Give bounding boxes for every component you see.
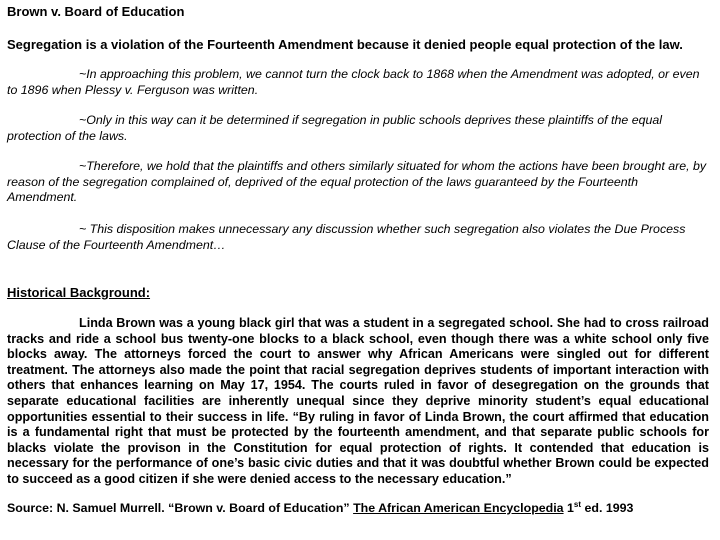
source-edition-number: 1 [567,501,574,516]
source-prefix: Source: N. Samuel Murrell. “Brown v. Board of Education” [7,501,350,516]
court-quote-text: ~Therefore, we hold that the plaintiffs and others similarly situated for whom the actions have been brought are, by reason of the segregation complained of, deprived of the equal protection of the laws guaranteed by the Fourteenth Amendment. [7,159,707,204]
thesis-statement: Segregation is a violation of the Fourteenth Amendment because it denied people equal protection of the law. [7,37,683,52]
court-quote-text: ~ This disposition makes unnecessary any discussion whether such segregation also violates the Due Process Clause of the Fourteenth Amendment… [7,222,686,252]
page-title: Brown v. Board of Education [7,4,185,19]
source-citation [7,500,633,515]
source-book-title: The African American Encyclopedia [353,501,564,516]
court-quote [7,222,707,253]
source-edition-suffix: st [573,500,582,509]
source-edition-rest: ed. 1993 [584,501,634,516]
court-quote [7,113,707,144]
court-quote [7,67,707,98]
court-quote-text: ~Only in this way can it be determined if segregation in public schools deprives these plaintiffs of the equal protection of the laws. [7,113,663,143]
court-quote [7,159,707,206]
historical-background-text: Linda Brown was a young black girl that was a student in a segregated school. She had to cross railroad tracks and ride a school bus twenty-one blocks to a black school, even though there was a white school only five blocks away. The attorneys forced the court to answer why African Americans were singled out for different treatment. The attorneys also made the point that racial segregation deprives students of important interaction with others that enhances learning on May 17, 1954. The courts ruled in favor of desegregation on the grounds that separate educational facilities are inherently unequal since they deprive minority student’s equal educational opportunities essential to their success in life. “By ruling in favor of Linda Brown, the court affirmed that education is a fundamental right that must be protected by the fourteenth amendment, and that separate public schools for blacks violate the provison in the Constitution for equal protection of rights. It contended that education is necessary for the performance of one’s basic civic duties and that it was doubtful whether Brown could be expected to succeed as a good citizen if she were denied access to the necessary education.” [7,316,709,486]
court-quote-text: ~In approaching this problem, we cannot turn the clock back to 1868 when the Amendment was adopted, or even to 1896 when Plessy v. Ferguson was written. [7,67,700,97]
historical-background-paragraph [7,316,709,488]
historical-background-heading: Historical Background: [7,285,151,300]
